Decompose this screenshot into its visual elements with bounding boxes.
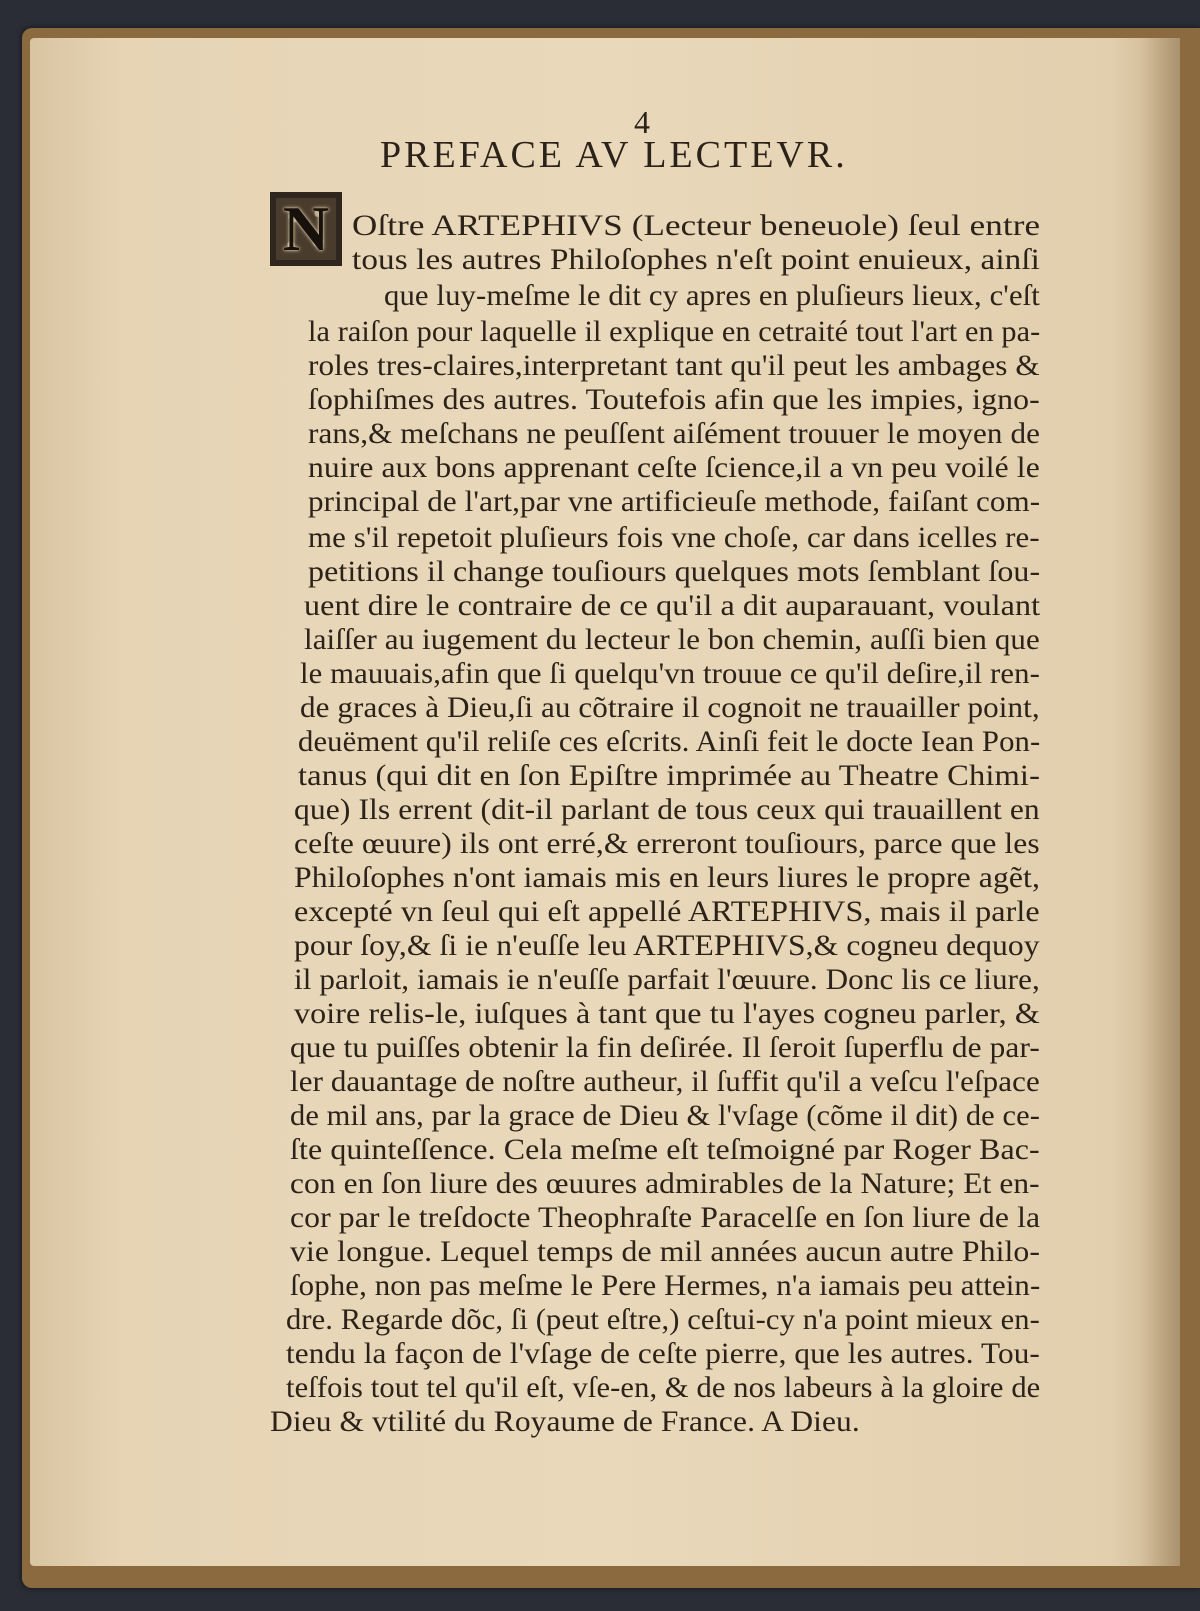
text-line: principal de l'art,par vne artificieuſe methode, faiſant com- xyxy=(308,486,1041,518)
text-line: ler dauantage de noſtre autheur, il ſuffit qu'il a veſcu l'eſpace xyxy=(290,1066,1040,1098)
text-line: nuire aux bons apprenant ceſte ſcience,il a vn peu voilé le xyxy=(308,452,1040,484)
text-line: ſophiſmes des autres. Toutefois afin que les impies, igno- xyxy=(308,384,1040,416)
text-line: Dieu & vtilité du Royaume de France. A Dieu. xyxy=(270,1406,860,1438)
text-line: deuëment qu'il reliſe ces eſcrits. Ainſi feit le docte Iean Pon- xyxy=(298,726,1041,758)
text-line: tendu la façon de l'vſage de ceſte pierre, que les autres. Tou- xyxy=(286,1338,1040,1370)
text-line: voire relis-le, iuſques à tant que tu l'ayes cogneu parler, & xyxy=(294,998,1040,1030)
text-line: petitions il change touſiours quelques mots ſemblant ſou- xyxy=(308,556,1041,588)
text-line: la raiſon pour laquelle il explique en cetraité tout l'art en pa- xyxy=(308,316,1041,348)
text-line: tous les autres Philoſophes n'eſt point enuieux, ainſi xyxy=(352,244,1041,276)
text-line: me s'il repetoit pluſieurs fois vne choſe, car dans icelles re- xyxy=(308,522,1040,554)
text-line: de mil ans, par la grace de Dieu & l'vſage (cõme il dit) de ce- xyxy=(290,1100,1040,1132)
text-line: vie longue. Lequel temps de mil années aucun autre Philo- xyxy=(290,1236,1041,1268)
text-line: teſfois tout tel qu'il eſt, vſe-en, & de nos labeurs à la gloire de xyxy=(286,1372,1041,1404)
page-number: 4 xyxy=(634,104,651,140)
text-line: con en ſon liure des œuures admirables de la Nature; Et en- xyxy=(290,1168,1040,1200)
text-line: Oſtre ARTEPHIVS (Lecteur beneuole) ſeul entre xyxy=(352,210,1041,242)
text-line: il parloit, iamais ie n'euſſe parfait l'œuure. Donc lis ce liure, xyxy=(294,964,1040,996)
text-line: le mauuais,afin que ſi quelqu'vn trouue ce qu'il deſire,il ren- xyxy=(300,658,1040,690)
text-line: ſte quinteſſence. Cela meſme eſt teſmoigné par Roger Bac- xyxy=(290,1134,1040,1166)
text-line: ceſte œuure) ils ont erré,& erreront touſiours, parce que les xyxy=(294,828,1040,860)
page-title: PREFACE AV LECTEVR. xyxy=(380,134,848,176)
text-line: que tu puiſſes obtenir la fin deſirée. Il ſeroit ſuperflu de par- xyxy=(290,1032,1040,1064)
text-line: que luy-meſme le dit cy apres en pluſieurs lieux, c'eſt xyxy=(384,280,1040,312)
text-line: ſophe, non pas meſme le Pere Hermes, n'a iamais peu attein- xyxy=(290,1270,1041,1302)
text-line: dre. Regarde dõc, ſi (peut eſtre,) ceſtui-cy n'a point mieux en- xyxy=(286,1304,1040,1336)
text-line: cor par le treſdocte Theophraſte Paracelſe en ſon liure de la xyxy=(290,1202,1041,1234)
text-line: rans,& meſchans ne peuſſent aiſément trouuer le moyen de xyxy=(308,418,1041,450)
text-line: laiſſer au iugement du lecteur le bon chemin, auſſi bien que xyxy=(304,624,1040,656)
drop-cap-letter: N xyxy=(282,193,330,264)
text-line: roles tres-claires,interpretant tant qu'il peut les ambages & xyxy=(308,350,1040,382)
page-gutter-shadow xyxy=(1140,38,1180,1566)
text-line: pour ſoy,& ſi ie n'euſſe leu ARTEPHIVS,& cogneu dequoy xyxy=(294,930,1040,962)
text-line: excepté vn ſeul qui eſt appellé ARTEPHIVS, mais il parle xyxy=(294,896,1040,928)
ornamental-drop-cap xyxy=(270,192,342,266)
text-line: tanus (qui dit en ſon Epiſtre imprimée au Theatre Chimi- xyxy=(298,760,1041,792)
text-line: uent dire le contraire de ce qu'il a dit auparauant, voulant xyxy=(304,590,1041,622)
text-line: Philoſophes n'ont iamais mis en leurs liures le propre agẽt, xyxy=(294,862,1041,894)
text-line: que) Ils errent (dit-il parlant de tous ceux qui trauaillent en xyxy=(294,794,1040,826)
text-line: de graces à Dieu,ſi au cõtraire il cognoit ne trauailler point, xyxy=(300,692,1040,724)
